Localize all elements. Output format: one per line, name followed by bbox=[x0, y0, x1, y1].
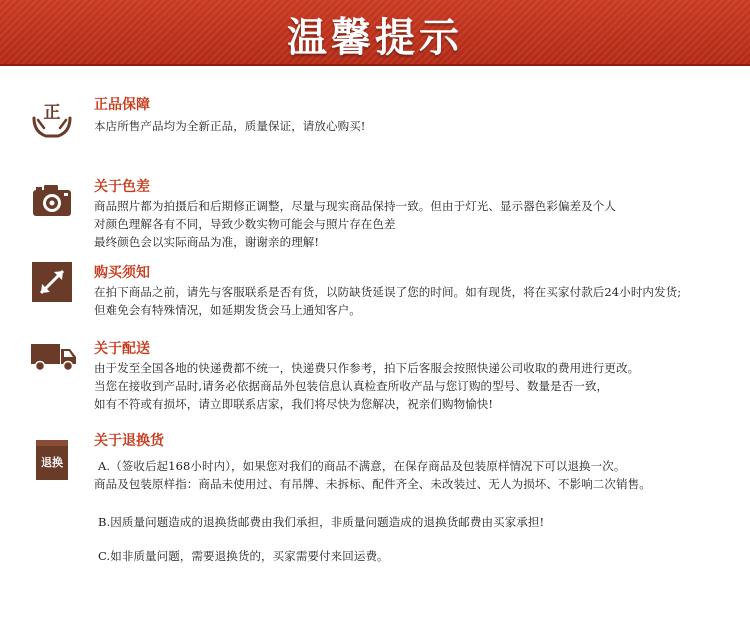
truck-icon bbox=[30, 334, 78, 378]
section-text-line: 最终颜色会以实际商品为准，谢谢亲的理解! bbox=[94, 235, 320, 249]
section-title: 关于退换货 bbox=[94, 433, 164, 449]
section-text-line: 当您在接收到产品时,请务必依据商品外包装信息认真检查所收产品与您订购的型号、数量是否一致， bbox=[94, 379, 609, 393]
section-text-line: 由于发至全国各地的快递费都不统一，快递费只作参考，拍下后客服会按照快递公司收取的费用进行更改。 bbox=[94, 361, 640, 375]
section-text-line: 商品照片都为拍摄后和后期修正调整，尽量与现实商品保持一致。但由于灯光、显示器色彩偏差及个人 bbox=[94, 199, 616, 213]
section-title: 关于配送 bbox=[94, 341, 150, 357]
section-text-line: C.如非质量问题，需要退换货的，买家需要付来回运费。 bbox=[98, 549, 389, 563]
page-title: 温馨提示 bbox=[287, 15, 463, 61]
section-text-line: 本店所售产品均为全新正品，质量保证，请放心购买! bbox=[94, 119, 366, 133]
section-text-line: 在拍下商品之前，请先与客服联系是否有货，以防缺货延误了您的时间。如有现货，将在买家付款后24小时内发货; bbox=[94, 285, 682, 299]
resize-arrow-icon bbox=[30, 260, 74, 304]
section-title: 购买须知 bbox=[94, 265, 150, 281]
hands-zheng-icon bbox=[30, 96, 74, 140]
icon-label: 正 bbox=[43, 103, 61, 123]
section-text-line: 如有不符或有损坏，请立即联系店家，我们将尽快为您解决，祝亲们购物愉快! bbox=[94, 397, 494, 411]
section-text-line: 但难免会有特殊情况，如延期发货会马上通知客户。 bbox=[94, 303, 361, 317]
section-text-line: 对颜色理解各有不同，导致少数实物可能会与照片存在色差 bbox=[94, 217, 396, 231]
camera-icon bbox=[30, 178, 74, 222]
section-text-line: B.因质量问题造成的退换货邮费由我们承担，非质量问题造成的退换货邮费由买家承担! bbox=[98, 515, 545, 529]
section-text-line: A.（签收后起168小时内），如果您对我们的商品不满意，在保存商品及包装原样情况下可以退换一次。 bbox=[98, 459, 626, 473]
return-exchange-icon bbox=[30, 438, 74, 482]
icon-label: 退换 bbox=[41, 456, 63, 469]
title-banner bbox=[0, 0, 750, 66]
section-text-line: 商品及包装原样指：商品未使用过、有吊牌、未拆标、配件齐全、未改装过、无人为损坏、不影响二次销售。 bbox=[94, 477, 651, 491]
section-title: 正品保障 bbox=[94, 97, 150, 113]
section-title: 关于色差 bbox=[94, 179, 150, 195]
